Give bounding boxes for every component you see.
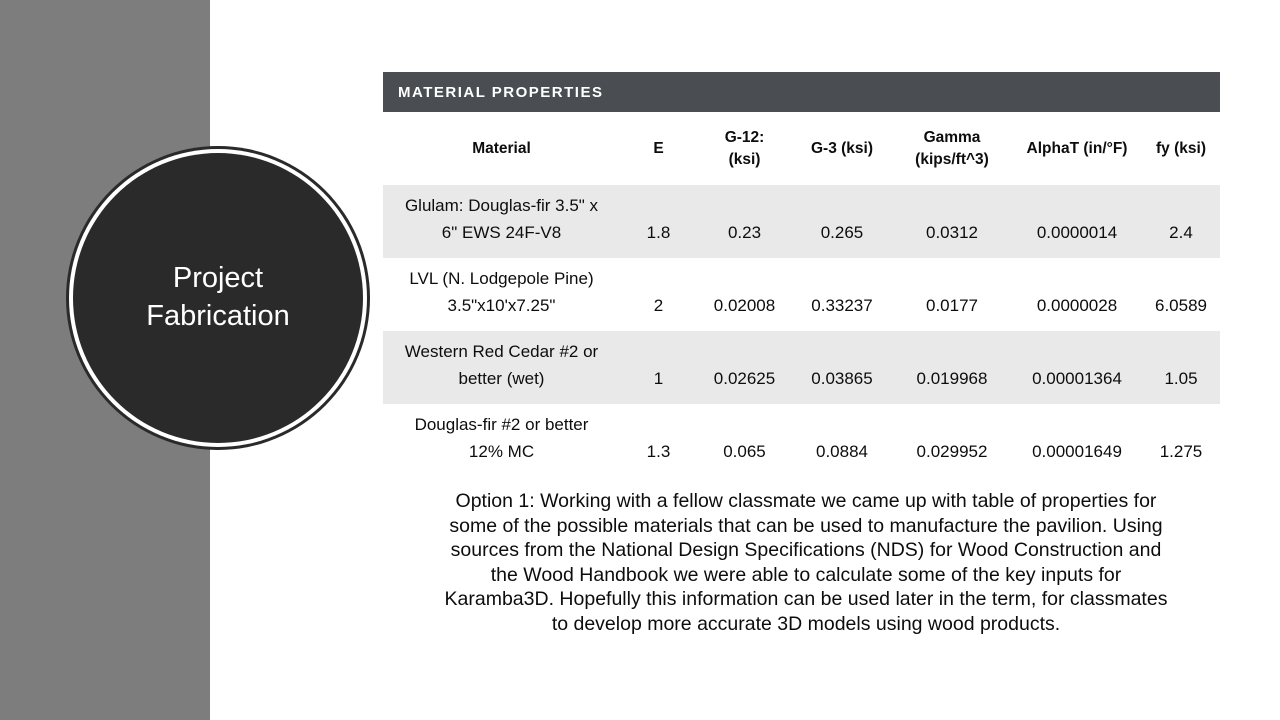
table-row: [383, 331, 1220, 404]
cell-g12: 0.065: [723, 441, 766, 461]
material-properties-section: [383, 72, 1220, 477]
col-header-g12: G-12: (ksi): [724, 128, 765, 168]
cell-e: 1.8: [646, 222, 671, 242]
col-header-alphat: AlphaT (in/°F): [1026, 139, 1128, 157]
col-header-material: Material: [472, 139, 531, 157]
cell-gamma: 0.0312: [926, 222, 978, 242]
table-row: [383, 404, 1220, 477]
cell-alphat: 0.0000028: [1036, 295, 1118, 315]
badge-title: Project Fabrication: [146, 262, 290, 332]
cell-gamma: 0.019968: [916, 368, 988, 388]
table-row: [383, 258, 1220, 331]
cell-fy: 1.275: [1159, 441, 1203, 461]
cell-material: Western Red Cedar #2 or better (wet): [404, 342, 599, 388]
caption-text: Option 1: Working with a fellow classmate we came up with table of properties for some of the possible materials that can be used to manufacture the pavilion. Using sources from the National Design Specifications (NDS) for Wood Construction and the Wood Handbook we were able to calculate some of the key inputs for Karamba3D. Hopefully this information can be used later in the term, for classmates to develop more accurate 3D models using wood products.: [444, 490, 1168, 635]
cell-fy: 6.0589: [1155, 295, 1207, 315]
table-header-row: [383, 112, 1220, 185]
cell-fy: 2.4: [1169, 222, 1193, 242]
col-header-gamma: Gamma (kips/ft^3): [915, 128, 989, 168]
cell-gamma: 0.029952: [916, 441, 988, 461]
cell-fy: 1.05: [1164, 368, 1198, 388]
cell-e: 2: [653, 295, 664, 315]
col-header-e: E: [653, 139, 664, 157]
cell-e: 1: [653, 368, 664, 388]
cell-material: Douglas-fir #2 or better 12% MC: [414, 415, 589, 461]
cell-alphat: 0.00001649: [1032, 441, 1122, 461]
col-header-fy: fy (ksi): [1156, 139, 1206, 157]
cell-e: 1.3: [646, 441, 671, 461]
cell-alphat: 0.00001364: [1032, 368, 1122, 388]
cell-gamma: 0.0177: [926, 295, 978, 315]
project-badge: [73, 153, 363, 443]
cell-material: Glulam: Douglas-fir 3.5" x 6" EWS 24F-V8: [404, 196, 599, 242]
col-header-g3: G-3 (ksi): [810, 139, 873, 157]
cell-g12: 0.02625: [713, 368, 776, 388]
material-properties-table: [383, 112, 1220, 477]
table-title-bar: MATERIAL PROPERTIES: [383, 72, 1220, 112]
cell-g12: 0.02008: [713, 295, 776, 315]
table-row: [383, 185, 1220, 258]
cell-g3: 0.265: [820, 222, 864, 242]
cell-g3: 0.03865: [811, 368, 873, 388]
cell-g12: 0.23: [727, 222, 762, 242]
cell-alphat: 0.0000014: [1036, 222, 1118, 242]
cell-material: LVL (N. Lodgepole Pine) 3.5"x10'x7.25": [409, 269, 594, 315]
cell-g3: 0.0884: [816, 441, 868, 461]
cell-g3: 0.33237: [811, 295, 873, 315]
